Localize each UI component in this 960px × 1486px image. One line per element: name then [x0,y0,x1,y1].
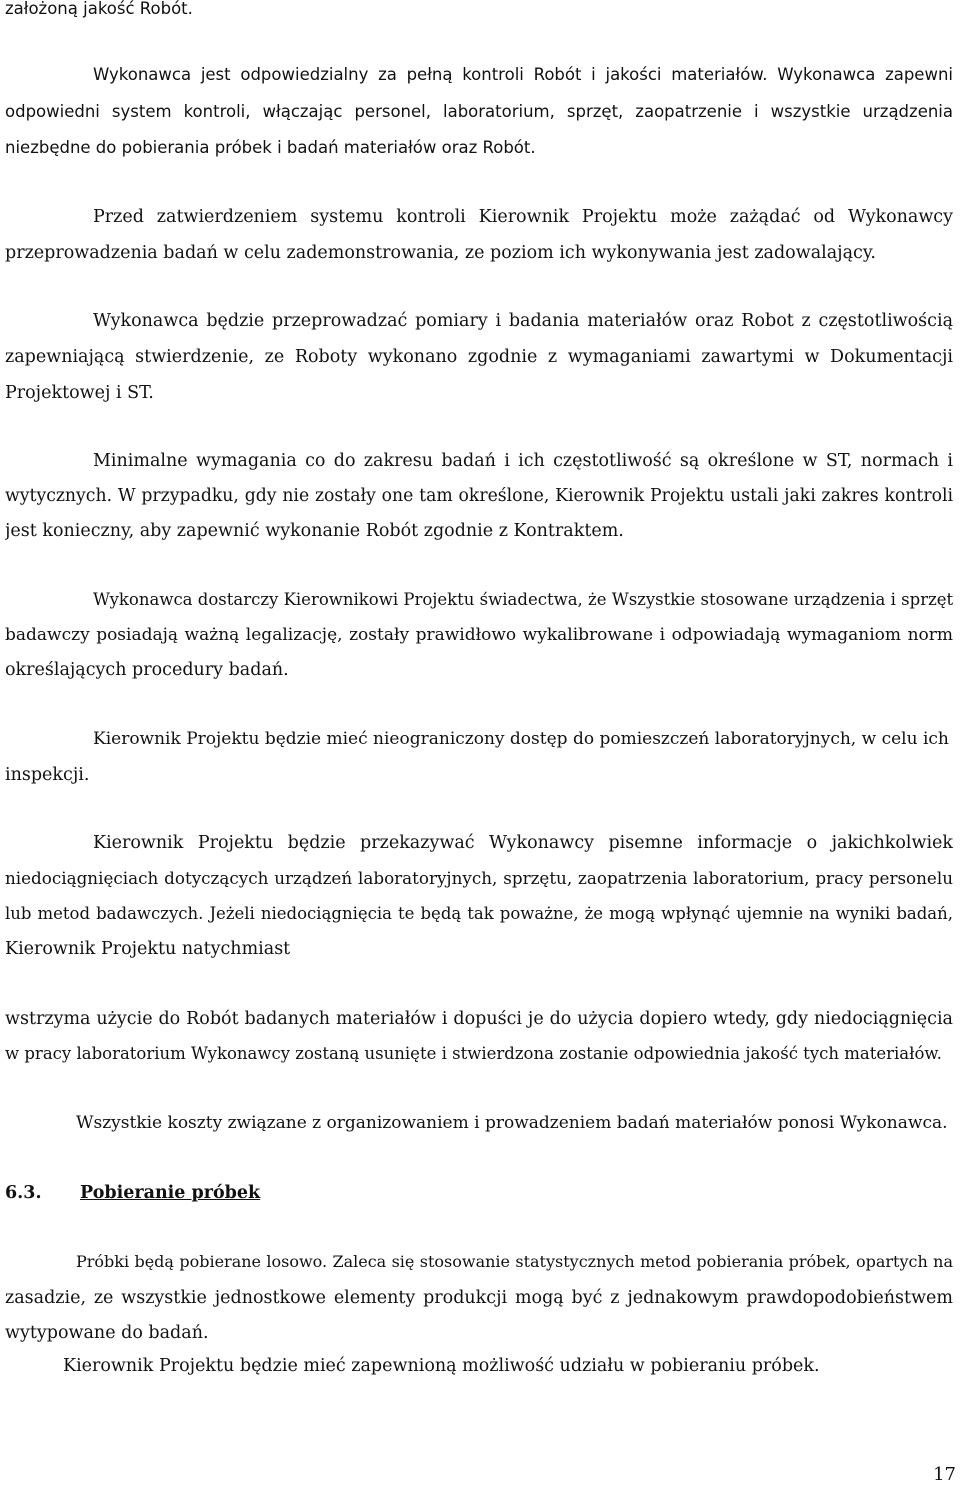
text-line: Kierownik Projektu będzie mieć nieograniczony dostęp do pomieszczeń laboratoryjnych, w celu ich [93,729,949,749]
text-line: badawczy posiadają ważną legalizację, zostały prawidłowo wykalibrowane i odpowiadają wymaganiom norm [5,625,953,645]
text-line: założoną jakość Robót. [5,0,193,18]
text-line: lub metod badawczych. Jeżeli niedociągnięcia te będą tak poważne, że mogą wpłynąć ujemnie na wyniki badań, [5,904,953,923]
text-line: Wykonawca jest odpowiedzialny za pełną kontroli Robót i jakości materiałów. Wykonawca zapewni [93,65,953,84]
page-number: 17 [933,1464,956,1485]
section-title: Pobieranie próbek [80,1183,261,1203]
text-line: inspekcji. [5,765,90,785]
text-line: wytypowane do badań. [5,1323,209,1343]
text-line: Kierownik Projektu natychmiast [5,939,291,959]
text-line: niezbędne do pobierania próbek i badań materiałów oraz Robót. [5,138,536,157]
text-line: Wszystkie koszty związane z organizowaniem i prowadzeniem badań materiałów ponosi Wykonawca. [76,1113,948,1133]
text-line: wytycznych. W przypadku, gdy nie zostały one tam określone, Kierownik Projektu ustali jaki zakres kontroli [5,486,953,506]
text-line: określających procedury badań. [5,660,289,680]
text-line: Kierownik Projektu będzie mieć zapewnioną możliwość udziału w pobieraniu próbek. [63,1356,820,1376]
text-line: niedociągnięciach dotyczących urządzeń laboratoryjnych, sprzętu, zaopatrzenia laboratorium, pracy personelu [5,868,953,888]
text-line: w pracy laboratorium Wykonawcy zostaną usunięte i stwierdzona zostanie odpowiednia jakość tych materiałów. [5,1044,942,1063]
text-line: Wykonawca będzie przeprowadzać pomiary i badania materiałów oraz Robot z częstotliwością [93,311,953,331]
text-line: jest konieczny, aby zapewnić wykonanie Robót zgodnie z Kontraktem. [5,521,624,541]
text-line: zapewniającą stwierdzenie, ze Roboty wykonano zgodnie z wymaganiami zawartymi w Dokumentacji [5,347,953,367]
text-line: przeprowadzenia badań w celu zademonstrowania, ze poziom ich wykonywania jest zadowalający. [5,243,876,263]
text-line: Minimalne wymagania co do zakresu badań i ich częstotliwość są określone w ST, normach i [93,451,953,471]
text-line: Przed zatwierdzeniem systemu kontroli Kierownik Projektu może zażądać od Wykonawcy [93,207,953,227]
text-line: Kierownik Projektu będzie przekazywać Wykonawcy pisemne informacje o jakichkolwiek [93,833,953,853]
text-line: Próbki będą pobierane losowo. Zaleca się stosowanie statystycznych metod pobierania próbek, opartych na [76,1252,953,1271]
text-line: wstrzyma użycie do Robót badanych materiałów i dopuści je do użycia dopiero wtedy, gdy niedociągnięcia [5,1009,953,1029]
text-line: Projektowej i ST. [5,383,154,403]
section-number: 6.3. [5,1183,42,1203]
text-line: Wykonawca dostarczy Kierownikowi Projektu świadectwa, że Wszystkie stosowane urządzenia i sprzęt [93,590,953,609]
text-line: zasadzie, ze wszystkie jednostkowe elementy produkcji mogą być z jednakowym prawdopodobieństwem [5,1288,953,1308]
text-line: odpowiedni system kontroli, włączając personel, laboratorium, sprzęt, zaopatrzenie i wszystkie urządzenia [5,102,953,121]
